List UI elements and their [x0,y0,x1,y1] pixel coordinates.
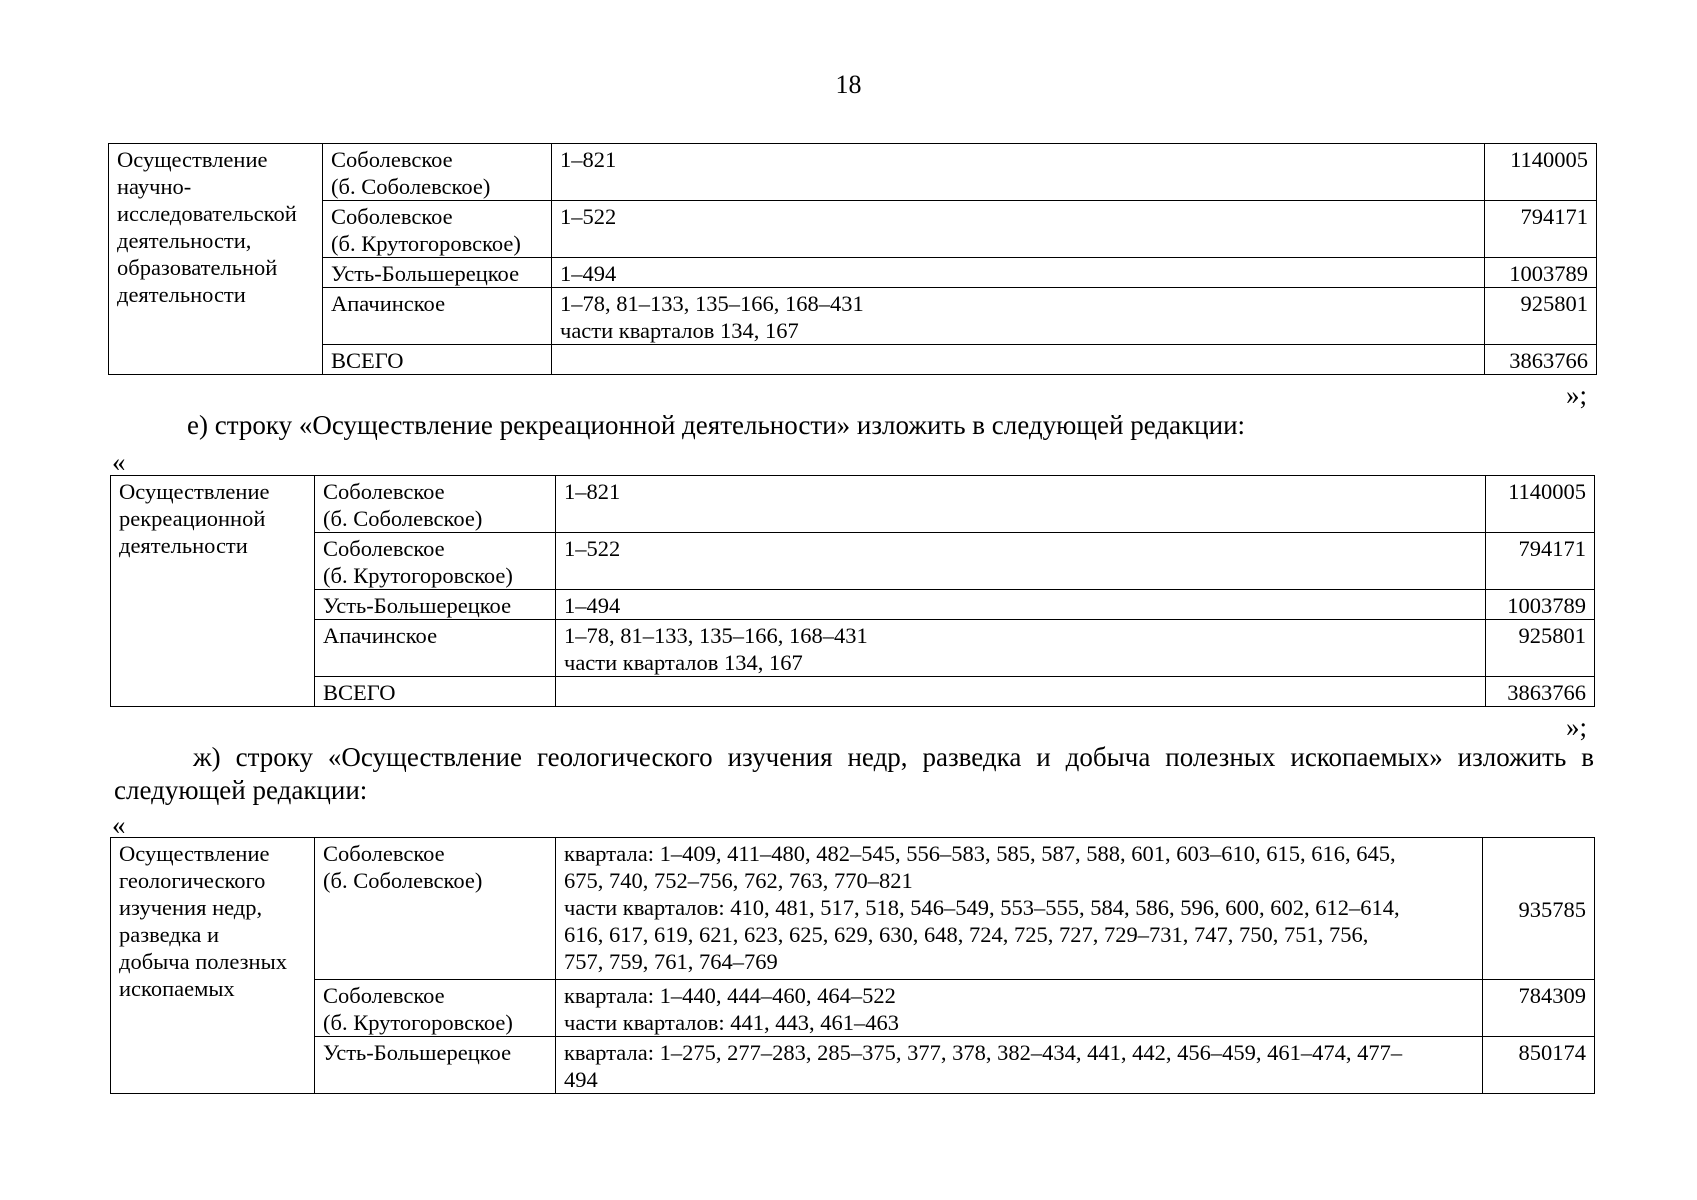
activity-cell: Осуществление геологического изучения недр, разведка и добыча полезных ископаемых [111,838,315,1094]
area-cell: 3863766 [1485,345,1597,375]
area-cell: 850174 [1483,1037,1595,1094]
forestry-cell: ВСЕГО [323,345,552,375]
area-cell: 1140005 [1486,476,1595,533]
quarters-cell: 1–494 [552,258,1485,288]
area-cell: 925801 [1486,620,1595,677]
table-row [111,1037,1595,1094]
quarters-cell: 1–494 [556,590,1486,620]
table-row [109,201,1597,258]
table-research-activity [108,143,1597,375]
area-cell: 1003789 [1485,258,1597,288]
quarters-cell: 1–78, 81–133, 135–166, 168–431 части кварталов 134, 167 [556,620,1486,677]
forestry-cell: Усть-Большерецкое [315,1037,556,1094]
forestry-cell: Усть-Большерецкое [315,590,556,620]
forestry-cell: Апачинское [323,288,552,345]
opening-quote: « [112,447,126,477]
table-row [111,533,1595,590]
paragraph-zh: ж) строку «Осуществление геологического изучения недр, разведка и добыча полезных ископаемых» изложить в следующей редакции: [114,742,1594,805]
table-geological-activity [110,837,1595,1094]
forestry-cell: Соболевское (б. Крутогоровское) [315,980,556,1037]
forestry-cell: Соболевское (б. Крутогоровское) [323,201,552,258]
closing-quote: »; [1566,712,1588,742]
quarters-cell: 1–78, 81–133, 135–166, 168–431 части кварталов 134, 167 [552,288,1485,345]
area-cell: 1140005 [1485,144,1597,201]
closing-quote: »; [1566,380,1588,410]
quarters-cell [556,677,1486,707]
quarters-cell: квартала: 1–275, 277–283, 285–375, 377, 378, 382–434, 441, 442, 456–459, 461–474, 477– 494 [556,1037,1483,1094]
activity-cell: Осуществление научно- исследовательской деятельности, образовательной деятельности [109,144,323,375]
table-row [111,620,1595,677]
forestry-cell: Усть-Большерецкое [323,258,552,288]
quarters-cell: 1–522 [552,201,1485,258]
page-number: 18 [835,70,862,99]
area-cell: 935785 [1483,838,1595,980]
table-row [109,345,1597,375]
forestry-cell: Соболевское (б. Соболевское) [323,144,552,201]
table-row [109,288,1597,345]
area-cell: 925801 [1485,288,1597,345]
forestry-cell: ВСЕГО [315,677,556,707]
area-cell: 794171 [1486,533,1595,590]
forestry-cell: Апачинское [315,620,556,677]
activity-cell: Осуществление рекреационной деятельности [111,476,315,707]
paragraph-e: е) строку «Осуществление рекреационной деятельности» изложить в следующей редакции: [187,410,1246,440]
table-row [111,590,1595,620]
table-row [111,476,1595,533]
table-row [111,838,1595,980]
quarters-cell: 1–821 [556,476,1486,533]
quarters-cell: квартала: 1–409, 411–480, 482–545, 556–583, 585, 587, 588, 601, 603–610, 615, 616, 645, 675, 740, 752–756, 762, 763, 770–821 части кварталов: 410, 481, 517, 518, 546–549, 553–555, 584, 586, 596, 600, 602, 612–614, 616, 617, 619, 621, 623, 625, 629, 630, 648, 724, 725, 727, 729–731, 747, 750, 751, 756, 757, 759, 761, 764–769 [556,838,1483,980]
table-recreation-activity [110,475,1595,707]
forestry-cell: Соболевское (б. Соболевское) [315,476,556,533]
quarters-cell: 1–522 [556,533,1486,590]
forestry-cell: Соболевское (б. Крутогоровское) [315,533,556,590]
quarters-cell: 1–821 [552,144,1485,201]
area-cell: 794171 [1485,201,1597,258]
table-row [111,677,1595,707]
table-row [109,144,1597,201]
area-cell: 1003789 [1486,590,1595,620]
table-row [109,258,1597,288]
opening-quote: « [112,810,126,840]
table-row [111,980,1595,1037]
forestry-cell: Соболевское (б. Соболевское) [315,838,556,980]
area-cell: 3863766 [1486,677,1595,707]
quarters-cell: квартала: 1–440, 444–460, 464–522 части кварталов: 441, 443, 461–463 [556,980,1483,1037]
quarters-cell [552,345,1485,375]
area-cell: 784309 [1483,980,1595,1037]
